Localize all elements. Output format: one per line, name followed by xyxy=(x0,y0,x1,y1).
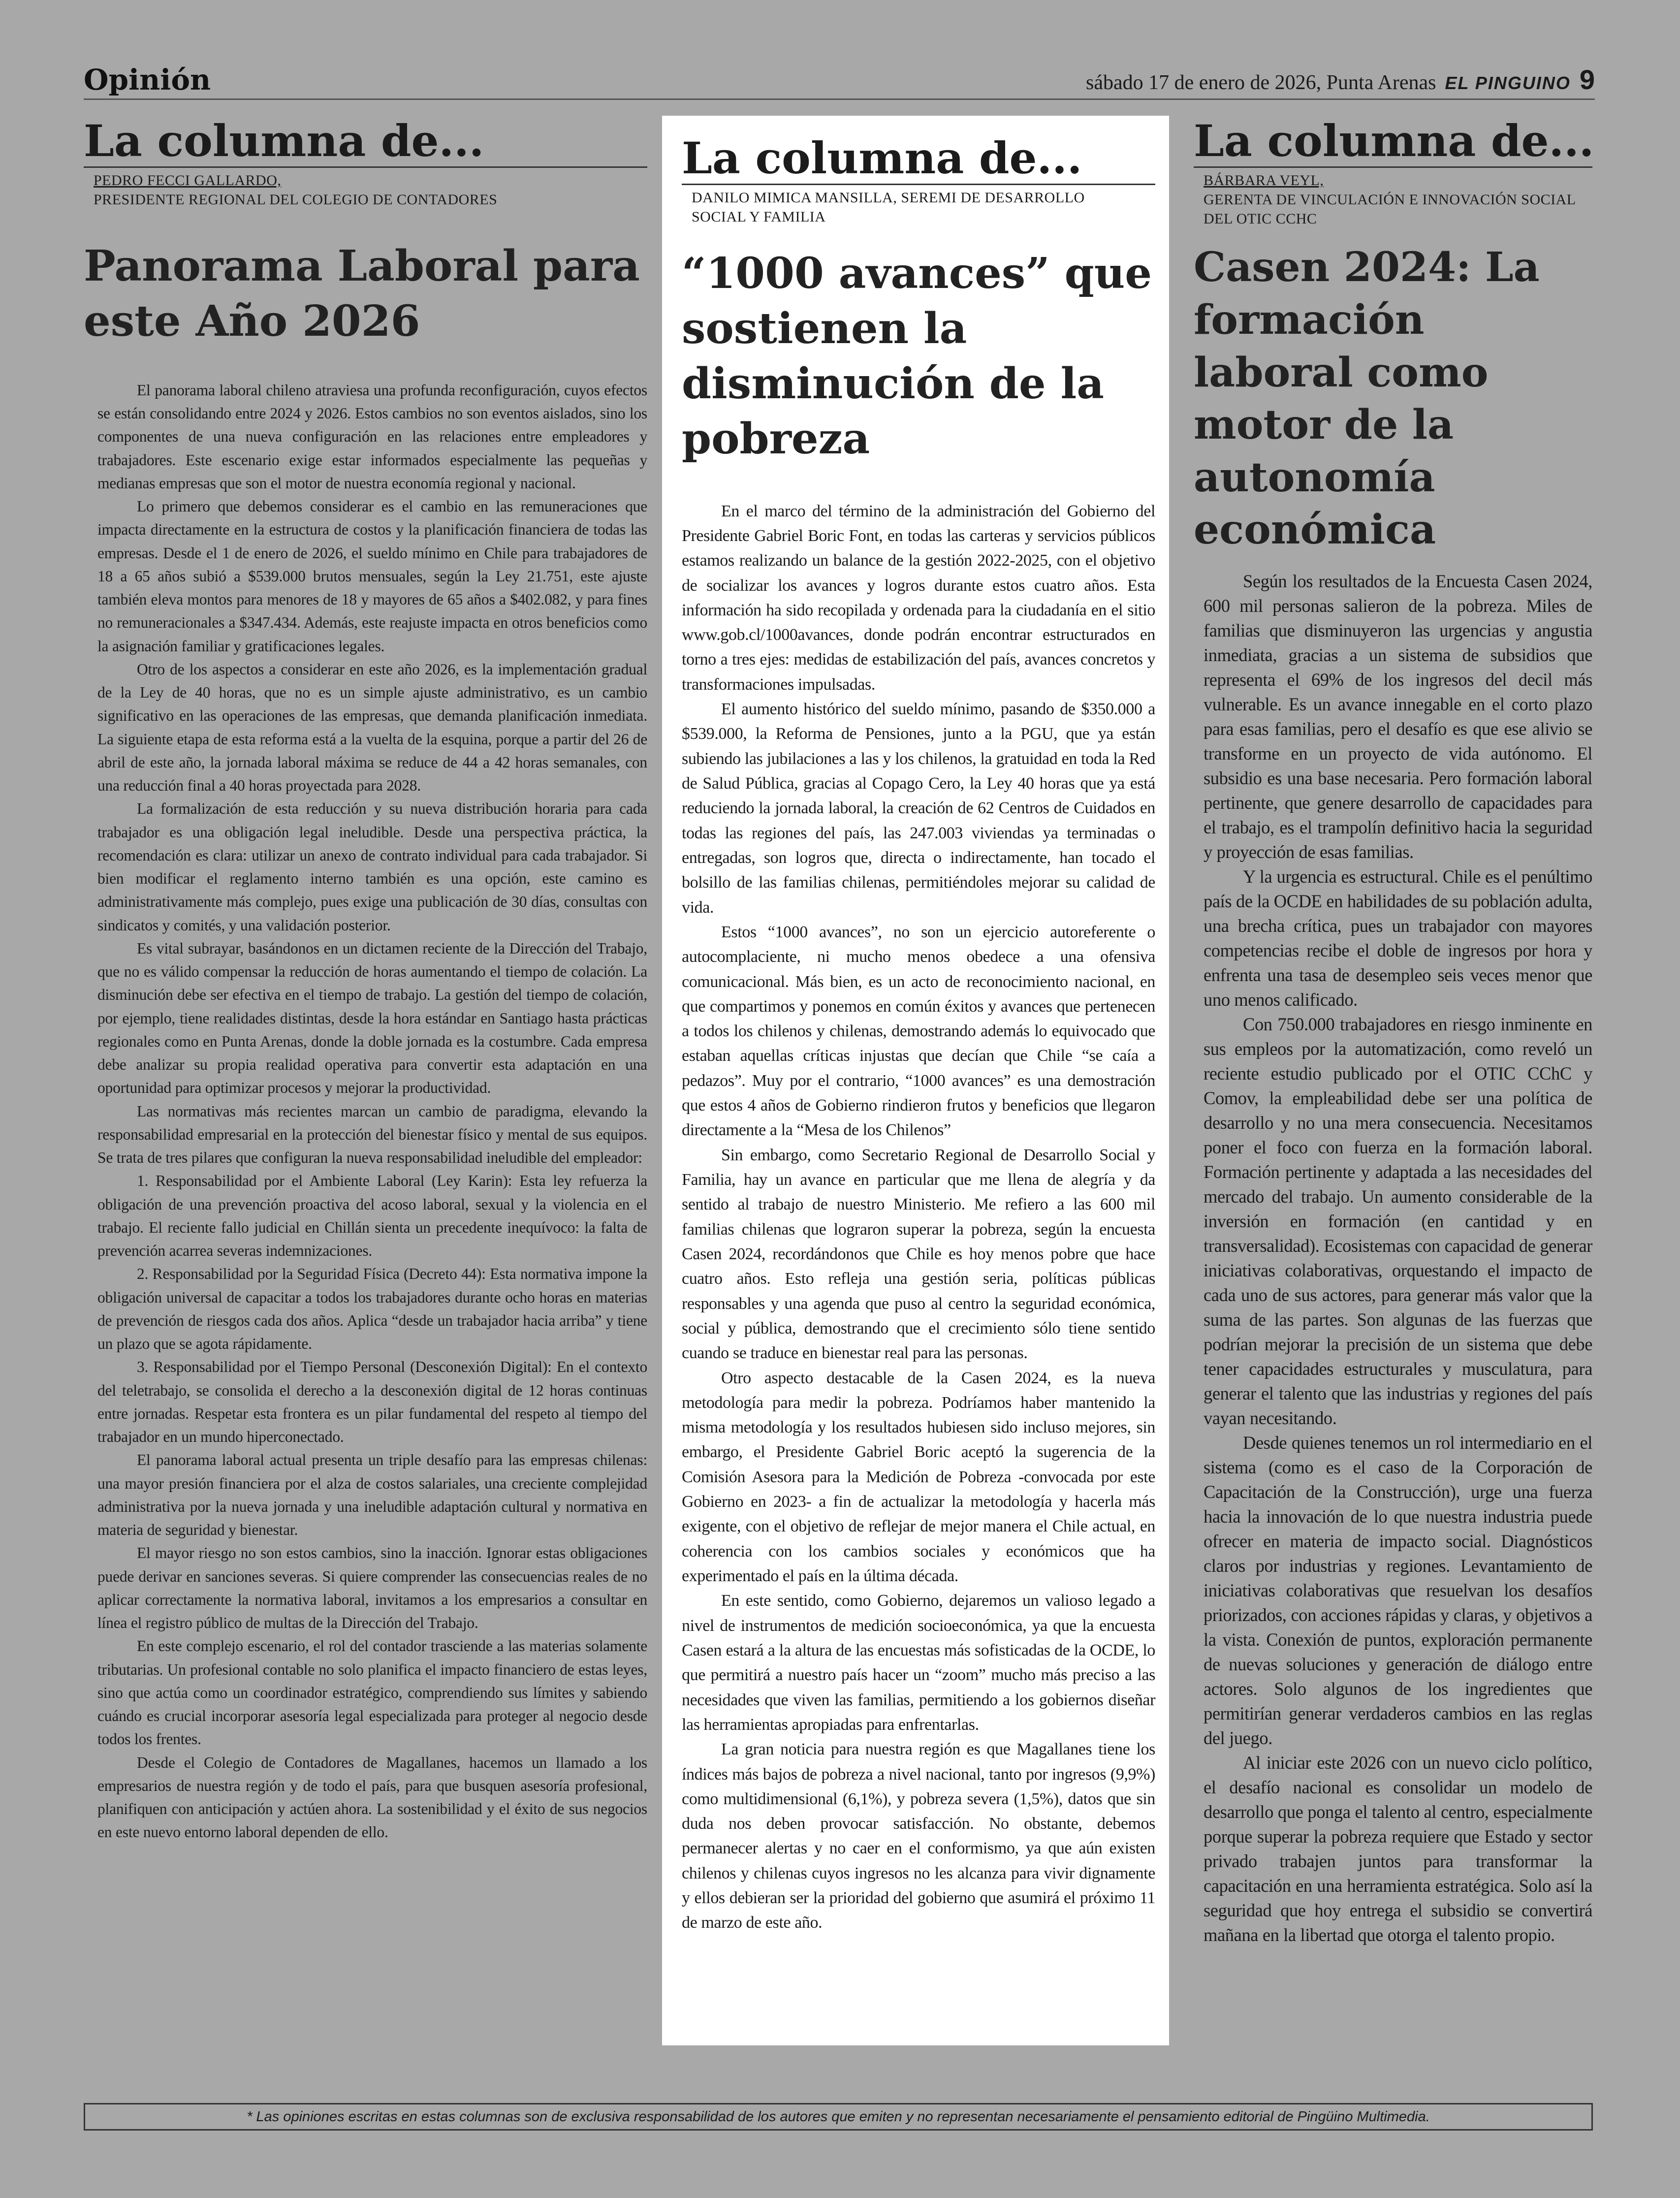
paragraph: Y la urgencia es estructural. Chile es el penúltimo país de la OCDE en habilidades de su población adulta, una brecha crítica, pues un trabajador con mayores competencias recibe el doble de ingresos por hora y enfrenta una tasa de desempleo seis veces menor que uno menos calificado. xyxy=(1204,866,1592,1010)
newspaper-logo: EL PINGUINO xyxy=(1445,73,1571,93)
section-title: Opinión xyxy=(84,63,211,96)
column-kicker: La columna de... xyxy=(84,115,484,166)
article-title: Panorama Laboral para este Año 2026 xyxy=(84,241,640,347)
paragraph: Es vital subrayar, basándonos en un dictamen reciente de la Dirección del Trabajo, que no es válido compensar la reducción de horas aumentando el tiempo de colación. La disminución debe ser efectiva en el tiempo de trabajo. La gestión del tiempo de colación, por ejemplo, tiene realidades distintas, desde la hora estándar en Santiago hasta prácticas regionales como en Punta Arenas, donde la doble jornada es la costumbre. Cada empresa debe analizar su propia realidad operativa para convertir esta adaptación en una oportunidad para optimizar procesos y mejorar la productividad. xyxy=(97,939,647,1097)
paragraph: La gran noticia para nuestra región es que Magallanes tiene los índices más bajos de pobreza a nivel nacional, tanto por ingresos (9,9%) como multidimensional (6,1%), y pobreza severa (1,5%), datos que sin duda nos deben provocar satisfacción. No obstante, debemos permanecer alertas y no caer en el conformismo, ya que aún existen chilenos y chilenas cuyos ingresos no les alcanza para vivir dignamente y ellos debieran ser la prioridad del gobierno que asumirá el próximo 11 de marzo de este año. xyxy=(682,1740,1155,1932)
author-role: SOCIAL Y FAMILIA xyxy=(692,209,826,225)
paragraph: Otro aspecto destacable de la Casen 2024, es la nueva metodología para medir la pobreza. Podríamos haber mantenido la misma metodología y los resultados hubiesen sido incluso mejores, sin embargo, el Presidente Gabriel Boric aceptó la sugerencia de la Comisión Asesora para la Medición de Pobreza -convocada por este Gobierno en 2023- a fin de actualizar la metodología y hacerla más exigente, con el objetivo de reflejar de mejor manera el Chile actual, en coherencia con los cambios sociales y económicos que ha experimentado el país en la última década. xyxy=(682,1369,1155,1586)
paragraph: Desde el Colegio de Contadores de Magallanes, hacemos un llamado a los empresarios de nuestra región y de todo el país, para que busquen asesoría profesional, planifiquen con anticipación y actúen ahora. La sostenibilidad y el éxito de sus negocios en este nuevo entorno laboral dependen de ello. xyxy=(97,1753,647,1841)
paragraph: 2. Responsabilidad por la Seguridad Física (Decreto 44): Esta normativa impone la obligación universal de capacitar a todos los trabajadores durante ocho horas en materias de prevención de riesgos cada dos años. Aplica “desde un trabajador hacia arriba” y tiene un plazo que se agota rápidamente. xyxy=(97,1265,647,1353)
paragraph: Desde quienes tenemos un rol intermediario en el sistema (como es el caso de la Corporación de Capacitación de la Construcción), urge una fuerza hacia la innovación de lo que nuestra industria puede ofrecer en materia de impacto social. Diagnósticos claros por industrias y regiones. Levantamiento de iniciativas colaborativas que resuelvan los desafíos priorizados, con acciones rápidas y claras, y objetivos a la vista. Conexión de puntos, exploración permanente de nuevas soluciones y generación de diálogo entre actores. Solo algunos de los ingredientes que permitirían generar verdaderos cambios en las reglas del juego. xyxy=(1204,1432,1592,1748)
paragraph: El panorama laboral chileno atraviesa una profunda reconfiguración, cuyos efectos se están consolidando entre 2024 y 2026. Estos cambios no son eventos aislados, sino los componentes de una nueva configuración en las relaciones entre empleadores y trabajadores. Este escenario exige estar informados especialmente las pequeñas y medianas empresas que son el motor de nuestra economía regional y nacional. xyxy=(97,381,647,492)
paragraph: Sin embargo, como Secretario Regional de Desarrollo Social y Familia, hay un avance en particular que me llena de alegría y da sentido al trabajo de nuestro Ministerio. Me refiero a las 600 mil familias chilenas que lograron superar la pobreza, según la encuesta Casen 2024, recordándonos que Chile es hoy menos pobre que hace cuatro años. Esto refleja una gestión seria, políticas públicas responsables y una agenda que puso al centro la seguridad económica, social y pública, demostrando que el crecimiento sólo tiene sentido cuando se traduce en bienestar real para las personas. xyxy=(682,1146,1155,1363)
author-byline xyxy=(1194,166,1592,228)
article-body xyxy=(682,499,1155,1936)
paragraph: Estos “1000 avances”, no son un ejercicio autoreferente o autocomplaciente, ni mucho menos obedece a una ofensiva comunicacional. Más bien, es un acto de reconocimiento nacional, en que compartimos y ponemos en común éxitos y avances que pertenecen a todos los chilenos y chilenas, demostrando además lo equivocado que estaban aquellas críticas injustas que decían que Chile “se caía a pedazos”. Muy por el contrario, “1000 avances” es una demostración que estos 4 años de Gobierno rindieron frutos y beneficios que llegaron directamente a la “Mesa de los Chilenos” xyxy=(682,923,1155,1140)
column-kicker: La columna de... xyxy=(682,132,1082,184)
page-number: 9 xyxy=(1579,64,1595,95)
column-veyl xyxy=(1194,115,1594,1947)
paragraph: El mayor riesgo no son estos cambios, sino la inacción. Ignorar estas obligaciones puede derivar en sanciones severas. Si quiere comprender las consecuencias reales de no aplicar correctamente la normativa laboral, invitamos a los empresarios a consultar en línea el registro público de multas de la Dirección del Trabajo. xyxy=(97,1544,647,1632)
paragraph: La formalización de esta reducción y su nueva distribución horaria para cada trabajador es una obligación legal ineludible. Desde una perspectiva práctica, la recomendación es clara: utilizar un anexo de contrato individual para cada trabajador. Si bien modificar el reglamento interno también es una opción, este camino es administrativamente más complejo, pues exige una publicación de 30 días, consultas con sindicatos y comités, y una validación posterior. xyxy=(97,800,647,934)
paragraph: En este sentido, como Gobierno, dejaremos un valioso legado a nivel de instrumentos de medición socioeconómica, ya que la encuesta Casen estará a la altura de las encuestas más sofisticadas de la OCDE, lo que permitirá a nuestro país hacer un “zoom” mucho más preciso a las necesidades que viven las familias, permitiendo a los gobiernos diseñar las herramientas apropiadas para enfrentarlas. xyxy=(682,1592,1155,1734)
column-fecci xyxy=(84,115,647,1844)
paragraph: 3. Responsabilidad por el Tiempo Personal (Desconexión Digital): En el contexto del teletrabajo, se consolida el derecho a la desconexión digital de 12 horas continuas entre jornadas. Respetar esta frontera es un pilar fundamental del respeto al tiempo del trabajador en un mundo hiperconectado. xyxy=(97,1358,647,1446)
paragraph: Otro de los aspectos a considerar en este año 2026, es la implementación gradual de la Ley de 40 horas, que no es un simple ajuste administrativo, es un cambio significativo en las operaciones de las empresas, que demanda planificación inmediata. La siguiente etapa de esta reforma está a la vuelta de la esquina, porque a partir del 26 de abril de este año, la jornada laboral máxima se reduce de 44 a 42 horas semanales, con una reducción final a 40 horas proyectada para 2028. xyxy=(97,660,647,795)
paragraph: Al iniciar este 2026 con un nuevo ciclo político, el desafío nacional es consolidar un modelo de desarrollo que ponga el talento al centro, especialmente porque superar la pobreza requiere que Estado y sector privado trabajen juntos para transformar la capacitación en una herramienta estratégica. Solo así la seguridad que hoy entrega el subsidio se convertirá mañana en la libertad que otorga el talento propio. xyxy=(1204,1752,1592,1945)
paragraph: Las normativas más recientes marcan un cambio de paradigma, elevando la responsabilidad empresarial en la protección del bienestar físico y mental de sus equipos. Se trata de tres pilares que configuran la nueva responsabilidad ineludible del empleador: xyxy=(97,1102,647,1167)
paragraph: Según los resultados de la Encuesta Casen 2024, 600 mil personas salieron de la pobreza. Miles de familias que disminuyeron las urgencias y angustia inmediata, gracias a un sistema de subsidios que representa el 69% de los ingresos del decil más vulnerable. Es un avance innegable en el corto plazo para esas familias, pero el desafío es que ese alivio se transforme en un proyecto de vida autónomo. El subsidio es una base necesaria. Pero formación laboral pertinente, que genere desarrollo de capacidades para el trabajo, es el trampolín definitivo hacia la seguridad y proyección de esas familias. xyxy=(1204,571,1592,862)
header-meta xyxy=(1086,64,1595,96)
paragraph: El aumento histórico del sueldo mínimo, pasando de $350.000 a $539.000, la Reforma de Pensiones, junto a la PGU, que ya están subiendo las jubilaciones a las y los chilenos, la gratuidad en toda la Red de Salud Pública, gracias al Copago Cero, la Ley 40 horas que ya está reduciendo la jornada laboral, la creación de 62 Centros de Cuidados en todas las regiones del país, las 247.003 viviendas ya terminadas o entregadas, son logros que, directa o indirectamente, han tocado el bolsillo de las familias chilenas, permitiéndoles mejorar su calidad de vida. xyxy=(682,700,1155,917)
author-byline xyxy=(682,184,1155,226)
page-header xyxy=(84,64,1595,100)
author-byline xyxy=(84,166,647,209)
author-name: DANILO MIMICA MANSILLA, SEREMI DE DESARROLLO xyxy=(692,190,1085,206)
author-name: PEDRO FECCI GALLARDO, xyxy=(94,172,282,189)
paragraph: Con 750.000 trabajadores en riesgo inminente en sus empleos por la automatización, como reveló un reciente estudio publicado por el OTIC CChC y Comov, la empleabilidad debe ser una política de desarrollo y no una mera consecuencia. Necesitamos poner el foco con fuerza en la formación laboral. Formación pertinente y adaptada a las necesidades del mercado del trabajo. Un aumento considerable de la inversión en formación (en cantidad y en transversalidad). Ecosistemas con capacidad de generar iniciativas colaborativas, orquestando el impacto de cada uno de sus actores, para generar más valor que la suma de las partes. Son algunas de las fuerzas que podrían mejorar la precisión de un sistema que debe tener capacidades estructurales y musculatura, para generar el talento que las industrias y regiones del país vayan necesitando. xyxy=(1204,1014,1592,1428)
paragraph: En el marco del término de la administración del Gobierno del Presidente Gabriel Boric Font, en todas las carteras y servicios públicos estamos realizando un balance de la gestión 2022-2025, con el objetivo de socializar los avances y logros durante estos cuatro años. Esta información ha sido recopilada y ordenada para la ciudadanía en el sitio www.gob.cl/1000avances, donde podrán encontrar estructurados en torno a tres ejes: medidas de estabilización del país, avances concretos y transformaciones impulsadas. xyxy=(682,502,1155,694)
dateline: sábado 17 de enero de 2026, Punta Arenas xyxy=(1085,71,1436,94)
author-name: BÁRBARA VEYL, xyxy=(1204,172,1324,189)
paragraph: En este complejo escenario, el rol del contador trasciende a las materias solamente tributarias. Un profesional contable no solo planifica el impacto financiero de estas leyes, sino que actúa como un coordinador estratégico, comprendiendo sus límites y sabiendo cuándo es crucial incorporar asesoría legal especializada para proteger al negocio desde todos los frentes. xyxy=(97,1637,647,1748)
column-mimica xyxy=(662,116,1169,2045)
article-title: Casen 2024: La formación laboral como motor de la autonomía económica xyxy=(1194,244,1540,554)
article-body xyxy=(97,379,647,1844)
paragraph: El panorama laboral actual presenta un triple desafío para las empresas chilenas: una mayor presión financiera por el alza de costos salariales, una creciente complejidad administrativa por la nueva jornada y una ineludible adaptación cultural y normativa en materia de seguridad y bienestar. xyxy=(97,1451,647,1539)
author-role: GERENTA DE VINCULACIÓN E INNOVACIÓN SOCIAL DEL OTIC CCHC xyxy=(1204,191,1576,227)
paragraph: Lo primero que debemos considerar es el cambio en las remuneraciones que impacta directamente en la estructura de costos y la planificación financiera de todas las empresas. Desde el 1 de enero de 2026, el sueldo mínimo en Chile para trabajadores de 18 a 65 años subió a $539.000 brutos mensuales, según la Ley 21.751, este ajuste también eleva montos para menores de 18 y mayores de 65 años a $402.082, y para fines no remuneracionales a $347.434. Además, este reajuste impacta en otros beneficios como la asignación familiar y gratificaciones legales. xyxy=(97,498,647,655)
column-kicker: La columna de... xyxy=(1194,115,1594,166)
footer-disclaimer: * Las opiniones escritas en estas columnas son de exclusiva responsabilidad de los autores que emiten y no representan necesariamente el pensamiento editorial de Pingüino Multimedia. xyxy=(84,2103,1593,2131)
paragraph: 1. Responsabilidad por el Ambiente Laboral (Ley Karin): Esta ley refuerza la obligación de una prevención proactiva del acoso laboral, sexual y la violencia en el trabajo. El reciente fallo judicial en Chillán sienta un precedente inequívoco: la falta de prevención acarrea severas indemnizaciones. xyxy=(97,1172,647,1260)
author-role: PRESIDENTE REGIONAL DEL COLEGIO DE CONTADORES xyxy=(94,191,498,208)
article-title: “1000 avances” que sostienen la disminución de la pobreza xyxy=(682,249,1152,464)
article-body xyxy=(1204,569,1592,1947)
